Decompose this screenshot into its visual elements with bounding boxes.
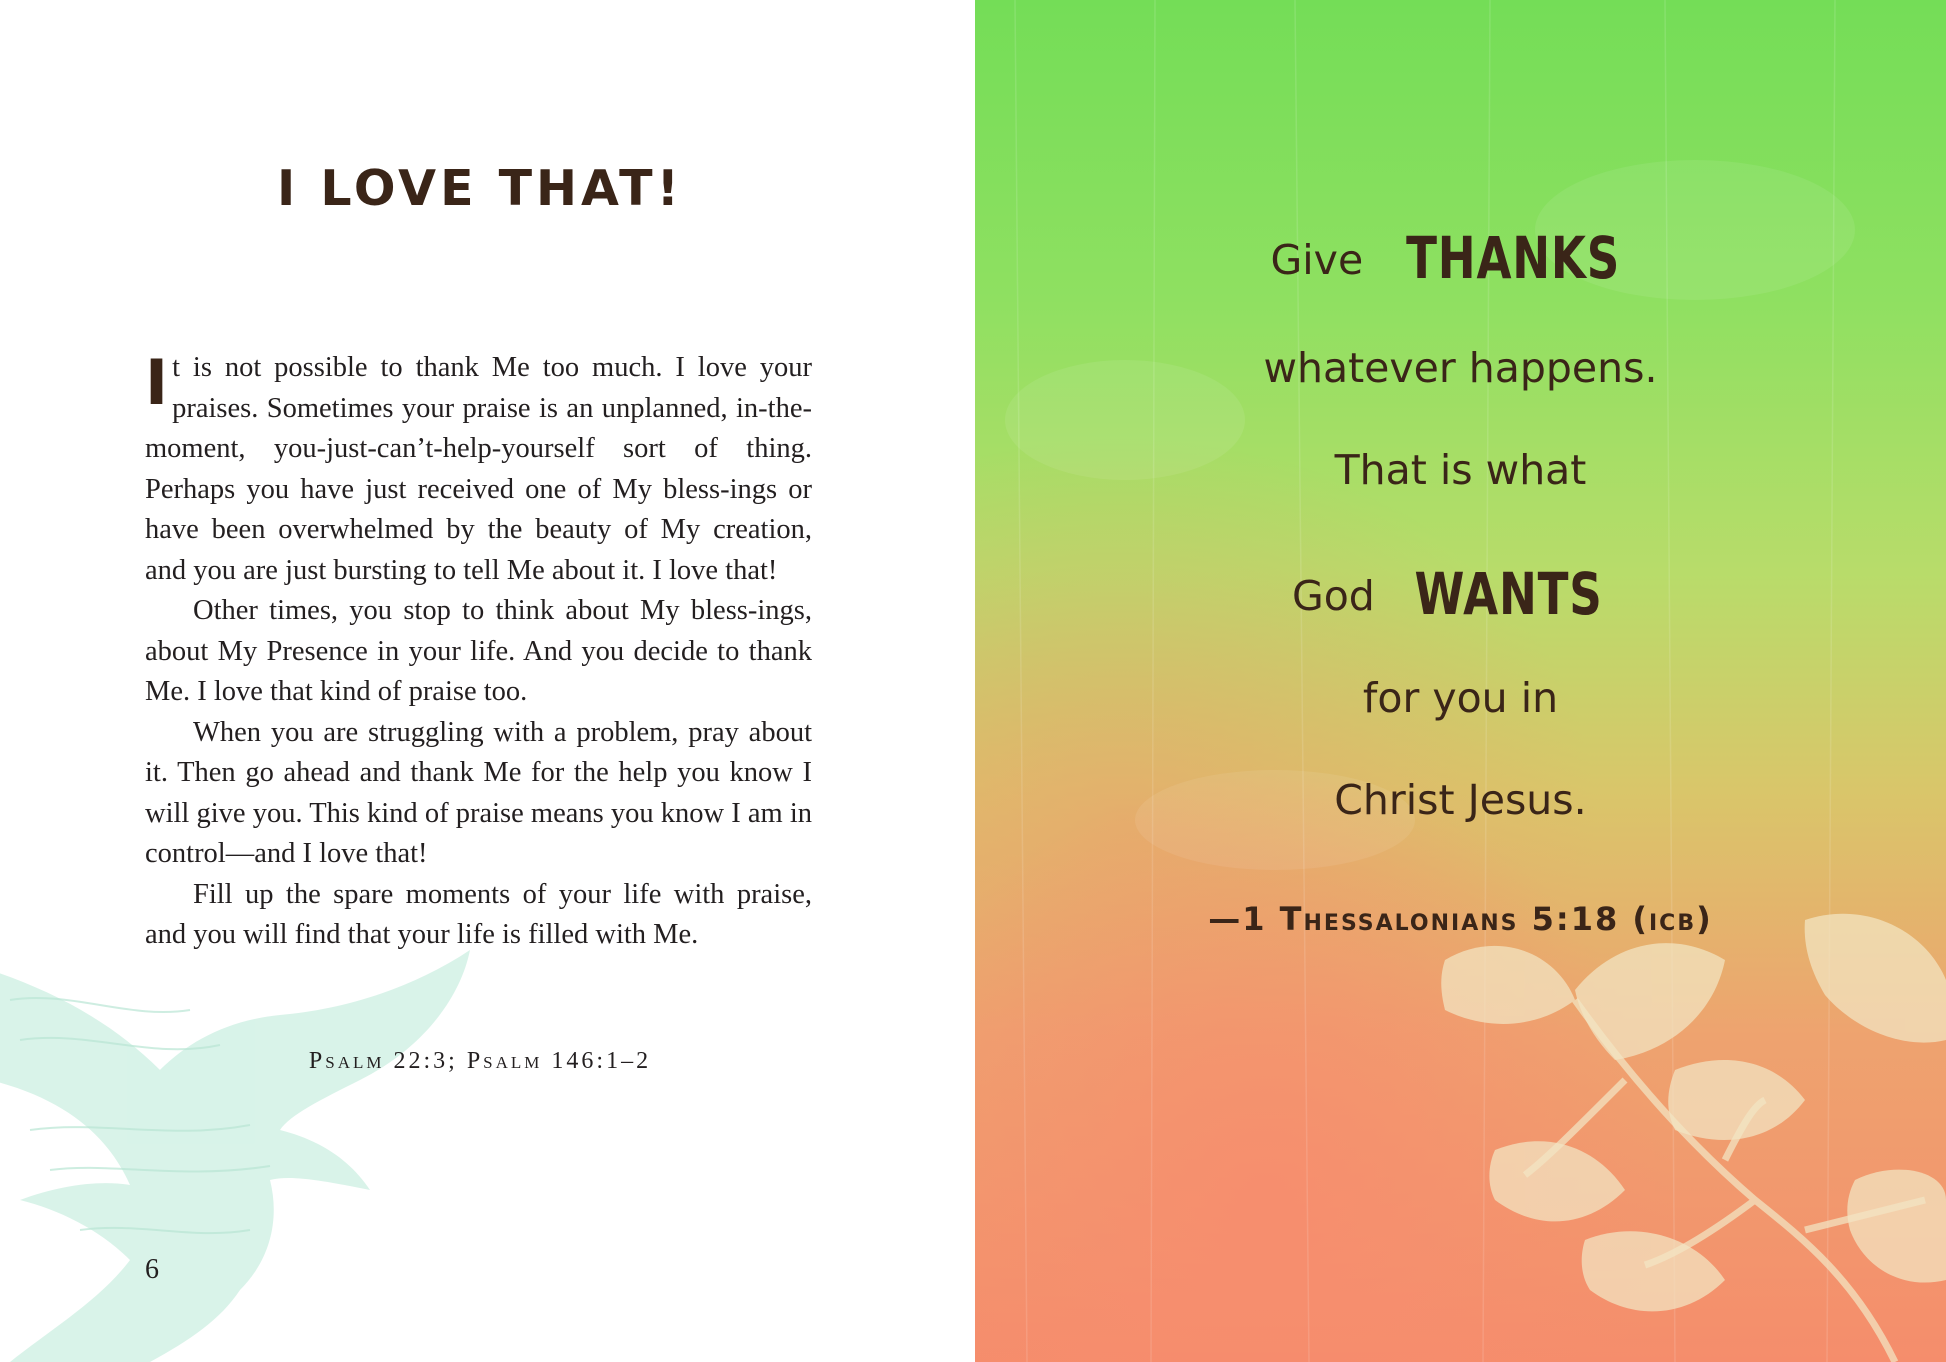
verse-citation: —1 Thessalonians 5:18 (icb) (1208, 900, 1713, 938)
verse-line-5: for you in (1362, 674, 1559, 722)
scripture-reference: Psalm 22:3; Psalm 146:1–2 (308, 1048, 652, 1074)
paragraph-2: Other times, you stop to think about My bless-ings, about My Presence in your life. And you decide to thank Me. I love that kind of praise too. (145, 595, 812, 707)
verse-line-3: That is what (1334, 446, 1587, 494)
chapter-title: I LOVE THAT! (277, 160, 683, 217)
drop-cap: I (145, 346, 169, 419)
paragraph-1 (145, 348, 812, 591)
body-text (145, 348, 812, 956)
verse-word-give: Give (1270, 236, 1364, 284)
verse-emphasis-thanks: THANKS (1406, 224, 1621, 292)
verse-line-6: Christ Jesus. (1334, 776, 1587, 824)
paragraph-1-text: t is not possible to thank Me too much. I love your praises. Sometimes your praise is an unplanned, in-the-moment, you-just-can’t-help-yourself sort of thing. Perhaps you have just received one of My bless-ings or have been overwhelmed by the beauty of My creation, and you are just bursting to tell Me about it. I love that! (145, 352, 812, 586)
verse-line-4 (975, 560, 1946, 628)
verse-emphasis-wants: WANTS (1414, 560, 1603, 628)
dove-watermark-icon (0, 930, 550, 1362)
right-page (975, 0, 1946, 1362)
verse-word-god: God (1291, 572, 1375, 620)
verse-block (975, 0, 1946, 1362)
verse-line-2: whatever happens. (1263, 344, 1658, 392)
paragraph-4: Fill up the spare moments of your life with praise, and you will find that your life is filled with Me. (145, 878, 812, 950)
verse-line-1 (975, 224, 1946, 292)
paragraph-3: When you are struggling with a problem, pray about it. Then go ahead and thank Me for the help you know I will give you. This kind of praise means you know I am in control—and I love that! (145, 716, 812, 869)
page-number: 6 (145, 1254, 159, 1285)
